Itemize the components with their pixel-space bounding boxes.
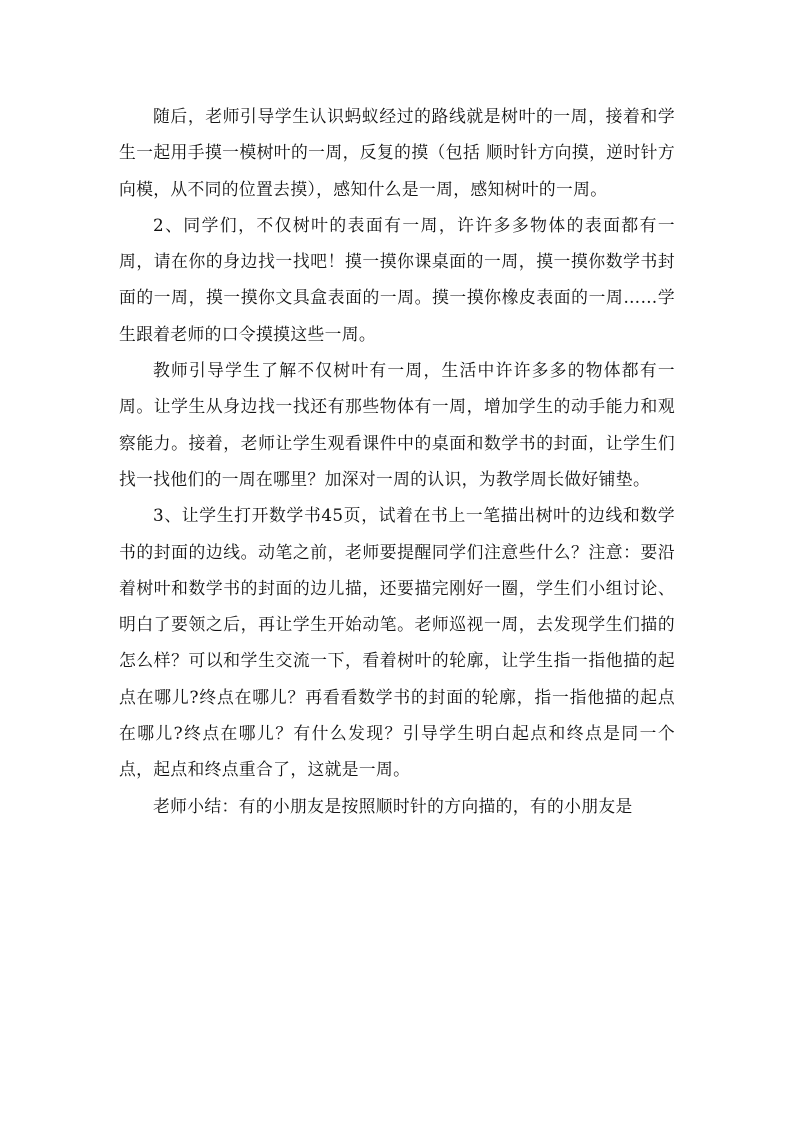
paragraph-3: 教师引导学生了解不仅树叶有一周，生活中许许多多的物体都有一周。让学生从身边找一找还有那些物体有一周，增加学生的动手能力和观察能力。接着，老师让学生观看课件中的桌面和数学书的封面，让学生们找一找他们的一周在哪里？加深对一周的认识，为教学周长做好铺垫。	[119, 360, 675, 489]
paragraph-1: 随后，老师引导学生认识蚂蚁经过的路线就是树叶的一周，接着和学生一起用手摸一模树叶的一周，反复的摸（包括 顺时针方向摸，逆时针方向模，从不同的位置去摸），感知什么是一周，感知树叶的一周。	[119, 106, 675, 199]
paragraph-4: 3、让学生打开数学书45页，试着在书上一笔描出树叶的边线和数学书的封面的边线。动笔之前，老师要提醒同学们注意些什么？注意：要沿着树叶和数学书的封面的边儿描，还要描完刚好一圈，学生们小组讨论、明白了要领之后，再让学生开始动笔。老师巡视一周，去发现学生们描的怎么样？可以和学生交流一下，看着树叶的轮廓，让学生指一指他描的起点在哪儿?终点在哪儿？再看看数学书的封面的轮廓，指一指他描的起点在哪儿?终点在哪儿？有什么发现？引导学生明白起点和终点是同一个点，起点和终点重合了，这就是一周。	[119, 505, 675, 780]
paragraph-5: 老师小结：有的小朋友是按照顺时针的方向描的，有的小朋友是	[153, 795, 633, 816]
paragraph-2: 2、同学们，不仅树叶的表面有一周，许许多多物体的表面都有一周，请在你的身边找一找吧！摸一摸你课桌面的一周，摸一摸你数学书封面的一周，摸一摸你文具盒表面的一周。摸一摸你橡皮表面的一周……学生跟着老师的口令摸摸这些一周。	[119, 214, 675, 344]
document-body	[119, 98, 675, 824]
